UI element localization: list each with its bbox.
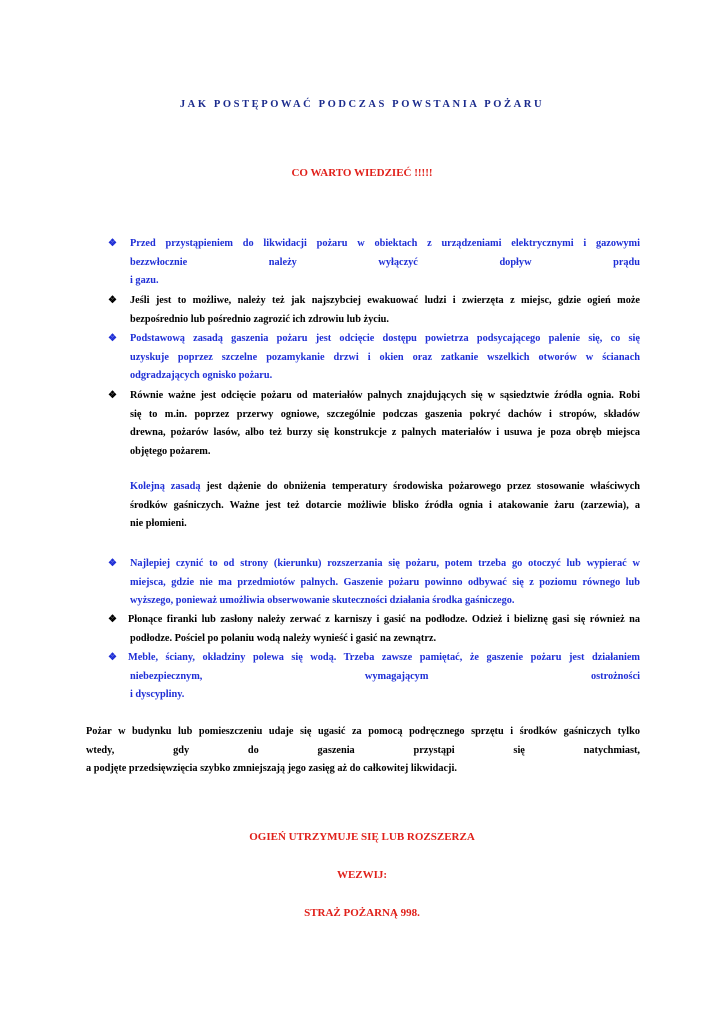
list-item: Meble, ściany, okładziny polewa się wodą. Trzeba zawsze pamiętać, że gaszenie pożaru jest działaniem niebezpiecznym, wymagającym ostrożności i dyscypliny. bbox=[128, 652, 640, 700]
closing-paragraph: Pożar w budynku lub pomieszczeniu udaje się ugasić za pomocą podręcznego sprzętu i środków gaśniczych tylko wtedy, gdy do gaszenia przystąpi się natychmiast, a podjęte przedsięwzięcia szybko zmniejszają jego zasięg aż do całkowitej likwidacji. bbox=[86, 726, 640, 774]
list-item: Jeśli jest to możliwe, należy też jak najszybciej ewakuować ludzi i zwierzęta z miejsc, gdzie ogień może bezpośrednio lub pośrednio zagrozić ich zdrowiu lub życiu. bbox=[130, 295, 640, 325]
bullet-icon: ❖ bbox=[108, 238, 117, 249]
bullet-icon: ❖ bbox=[108, 614, 117, 625]
paragraph: Kolejną zasadą jest dążenie do obniżenia temperatury środowiska pożarowego przez stosowanie właściwych środków gaśniczych. Ważne jest też dotarcie możliwie blisko źródła ognia i atakowanie żaru (zarzewia), a nie płomieni. bbox=[130, 481, 641, 529]
list-item: Najlepiej czynić to od strony (kierunku) rozszerzania się pożaru, potem trzeba go otoczyć lub wypierać w miejsca, gdzie nie ma przedmiotów palnych. Gaszenie pożaru powinno odbywać się z poziomu równego lub wyższego, ponieważ umożliwia obserwowanie skuteczności działania środka gaśniczego. bbox=[130, 558, 640, 606]
list-item: Równie ważne jest odcięcie pożaru od materiałów palnych znajdujących się w sąsiedztwie źródła ognia. Robi się to m.in. poprzez przerwy ogniowe, szczególnie podczas gaszenia pokryć dachów i stropów, składów drewna, pożarów lasów, albo też burzy się konstrukcje z palnych materiałów i usuwa je poza obręb miejsca objętego pożarem. bbox=[130, 390, 640, 457]
footer-warning: OGIEŃ UTRZYMUJE SIĘ LUB ROZSZERZA bbox=[249, 831, 475, 843]
list-item: Płonące firanki lub zasłony należy zerwać z karniszy i gasić na podłodze. Odzież i bieliznę gasi się również na podłodze. Pościel po polaniu wodą należy wynieść i gasić na zewnątrz. bbox=[128, 614, 640, 644]
list-item: Przed przystąpieniem do likwidacji pożaru w obiektach z urządzeniami elektrycznymi i gazowymi bezzwłocznie należy wyłączyć dopływ prądu i gazu. bbox=[130, 238, 640, 286]
footer-call: WEZWIJ: bbox=[336, 869, 388, 881]
subtitle: CO WARTO WIEDZIEĆ !!!!! bbox=[291, 167, 433, 179]
bullet-icon: ❖ bbox=[108, 652, 117, 663]
footer-fire-brigade: STRAŻ POŻARNĄ 998. bbox=[304, 907, 420, 919]
bullet-icon: ❖ bbox=[108, 295, 117, 306]
bullet-icon: ❖ bbox=[108, 558, 117, 569]
bullet-icon: ❖ bbox=[108, 333, 117, 344]
document-title: JAK POSTĘPOWAĆ PODCZAS POWSTANIA POŻARU bbox=[179, 99, 545, 110]
bullet-icon: ❖ bbox=[108, 390, 117, 401]
list-item: Podstawową zasadą gaszenia pożaru jest odcięcie dostępu powietrza podsycającego palenie się, co się uzyskuje poprzez szczelne pozamykanie drzwi i okien oraz zatkanie wszelkich otworów w ścianach odgradzających ognisko pożaru. bbox=[130, 333, 640, 381]
